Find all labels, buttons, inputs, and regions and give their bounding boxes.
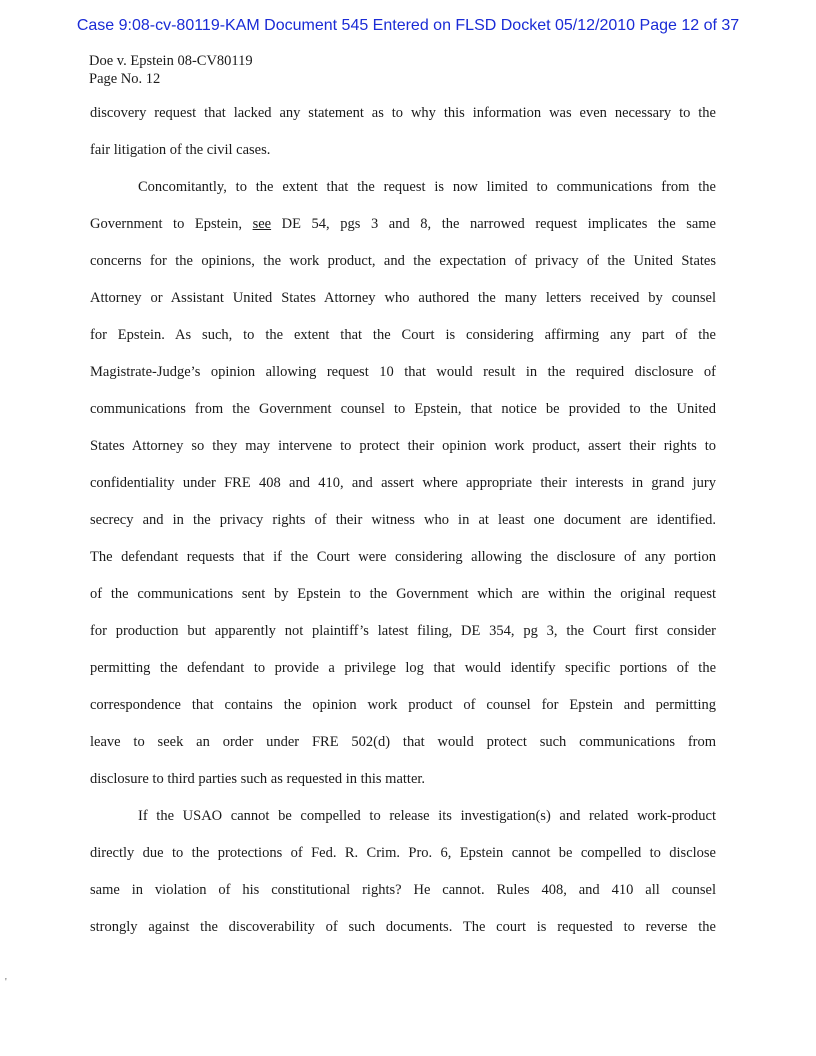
- page-number: Page No. 12: [89, 71, 161, 87]
- body-line: correspondence that contains the opinion work product of counsel for Epstein and permitting: [90, 697, 716, 713]
- scan-artifact: ': [5, 977, 7, 988]
- body-line: fair litigation of the civil cases.: [90, 142, 271, 158]
- body-line: communications from the Government counsel to Epstein, that notice be provided to the United: [90, 401, 716, 417]
- body-line: States Attorney so they may intervene to protect their opinion work product, assert their rights to: [90, 438, 716, 454]
- body-line: strongly against the discoverability of such documents. The court is requested to reverse the: [90, 919, 716, 935]
- body-line: confidentiality under FRE 408 and 410, and assert where appropriate their interests in grand jury: [90, 475, 716, 491]
- body-line: for production but apparently not plaintiff’s latest filing, DE 354, pg 3, the Court first consider: [90, 623, 716, 639]
- body-line: leave to seek an order under FRE 502(d) that would protect such communications from: [90, 734, 716, 750]
- body-line: Attorney or Assistant United States Attorney who authored the many letters received by counsel: [90, 290, 716, 306]
- body-line: permitting the defendant to provide a privilege log that would identify specific portions of the: [90, 660, 716, 676]
- body-line: secrecy and in the privacy rights of their witness who in at least one document are identified.: [90, 512, 716, 528]
- body-line: directly due to the protections of Fed. R. Crim. Pro. 6, Epstein cannot be compelled to disclose: [90, 845, 716, 861]
- case-caption: Doe v. Epstein 08-CV80119: [89, 53, 253, 69]
- docket-stamp: Case 9:08-cv-80119-KAM Document 545 Entered on FLSD Docket 05/12/2010 Page 12 of 37: [76, 17, 740, 34]
- body-line: Concomitantly, to the extent that the request is now limited to communications from the: [138, 179, 716, 195]
- document-header: [89, 52, 253, 88]
- body-line: for Epstein. As such, to the extent that the Court is considering affirming any part of the: [90, 327, 716, 343]
- underlined-citation: see: [252, 216, 272, 232]
- body-line: same in violation of his constitutional rights? He cannot. Rules 408, and 410 all counsel: [90, 882, 716, 898]
- line-text: Government to Epstein,: [90, 216, 253, 232]
- body-line: [90, 212, 716, 249]
- body-line: of the communications sent by Epstein to the Government which are within the original request: [90, 586, 716, 602]
- line-text: DE 54, pgs 3 and 8, the narrowed request implicates the same: [271, 216, 716, 232]
- body-line: concerns for the opinions, the work product, and the expectation of privacy of the United States: [90, 253, 716, 269]
- document-body: [90, 101, 716, 952]
- body-line: The defendant requests that if the Court were considering allowing the disclosure of any portion: [90, 549, 716, 565]
- body-line: disclosure to third parties such as requested in this matter.: [90, 771, 426, 787]
- body-line: discovery request that lacked any statement as to why this information was even necessary to the: [90, 105, 716, 121]
- body-line: Magistrate-Judge’s opinion allowing request 10 that would result in the required disclosure of: [90, 364, 716, 380]
- body-line: If the USAO cannot be compelled to release its investigation(s) and related work-product: [138, 808, 716, 824]
